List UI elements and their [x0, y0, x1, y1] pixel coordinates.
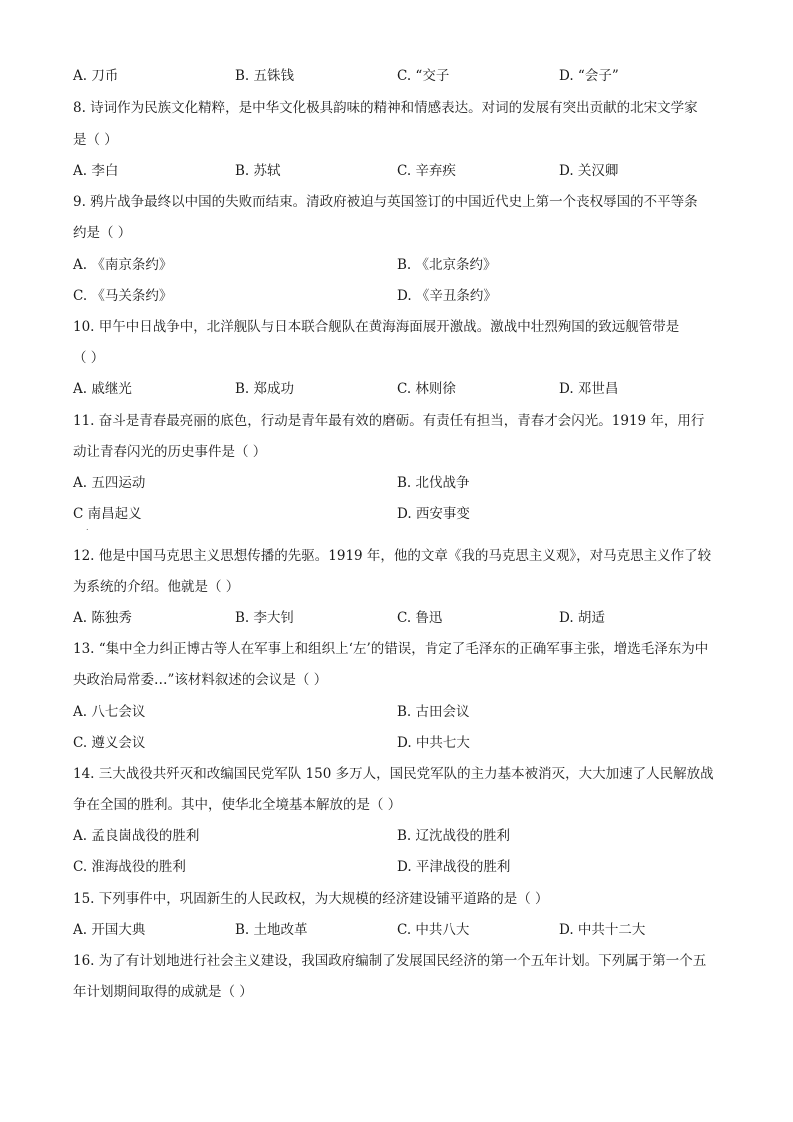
q14-option-c: C. 淮海战役的胜利 — [73, 859, 186, 875]
q13-stem-line2: 央政治局常委…”该材料叙述的会议是（ ） — [73, 672, 328, 688]
q10-option-d: D. 邓世昌 — [559, 381, 619, 397]
q15-option-b: B. 土地改革 — [235, 922, 308, 938]
q11-option-d: D. 西安事变 — [397, 506, 470, 522]
q13-stem-line1: 13. “集中全力纠正博古等人在军事上和组织上‘左’的错误，肯定了毛泽东的正确军事主张，增选毛泽东为中 — [73, 641, 709, 657]
q10-stem-line2: （ ） — [73, 350, 105, 366]
q16-stem-line2: 年计划期间取得的成就是（ ） — [73, 984, 253, 1000]
q9-option-b: B. 《北京条约》 — [397, 257, 497, 273]
q9-stem-line2: 约是（ ） — [73, 225, 132, 241]
q8-stem-line2: 是（ ） — [73, 132, 118, 148]
q15-stem-line1: 15. 下列事件中，巩固新生的人民政权，为大规模的经济建设铺平道路的是（ ） — [73, 891, 549, 907]
q14-option-a: A. 孟良崮战役的胜利 — [73, 828, 200, 844]
q11-option-a: A. 五四运动 — [73, 475, 146, 491]
q8-stem-line1: 8. 诗词作为民族文化精粹，是中华文化极具韵味的精神和情感表达。对词的发展有突出贡献的北宋文学家 — [73, 100, 698, 116]
q13-option-d: D. 中共七大 — [397, 735, 470, 751]
q9-option-a: A. 《南京条约》 — [73, 257, 173, 273]
q13-option-c: C. 遵义会议 — [73, 735, 146, 751]
q8-option-c: C. 辛弃疾 — [397, 163, 456, 179]
q15-option-a: A. 开国大典 — [73, 922, 146, 938]
q7-option-d: D. “会子” — [559, 68, 619, 84]
q12-option-b: B. 李大钊 — [235, 610, 295, 626]
q15-option-c: C. 中共八大 — [397, 922, 470, 938]
q7-option-a: A. 刀币 — [73, 68, 119, 84]
q8-option-a: A. 李白 — [73, 163, 119, 179]
q13-option-b: B. 古田会议 — [397, 704, 470, 720]
q10-option-b: B. 郑成功 — [235, 381, 295, 397]
q14-option-d: D. 平津战役的胜利 — [397, 859, 511, 875]
q7-option-c: C. “交子 — [397, 68, 450, 84]
q11-stem-line1: 11. 奋斗是青春最亮丽的底色，行动是青年最有效的磨砺。有责任有担当，青春才会闪光。1919 年，用行 — [73, 413, 705, 429]
q7-option-b: B. 五铢钱 — [235, 68, 295, 84]
q9-stem-line1: 9. 鸦片战争最终以中国的失败而结束。清政府被迫与英国签订的中国近代史上第一个丧权辱国的不平等条 — [73, 194, 698, 210]
q12-option-c: C. 鲁迅 — [397, 610, 443, 626]
q14-stem-line1: 14. 三大战役共歼灭和改编国民党军队 150 多万人，国民党军队的主力基本被消灭，大大加速了人民解放战 — [73, 766, 714, 782]
q9-option-d: D. 《辛丑条约》 — [397, 288, 497, 304]
q12-stem-line2: 为系统的介绍。他就是（ ） — [73, 579, 240, 595]
q9-option-c: C. 《马关条约》 — [73, 288, 173, 304]
q10-stem-line1: 10. 甲午中日战争中，北洋舰队与日本联合舰队在黄海海面展开激战。激战中壮烈殉国的致远舰管带是 — [73, 319, 680, 335]
q12-stem-line1: 12. 他是中国马克思主义思想传播的先驱。1919 年，他的文章《我的马克思主义观》，对马克思主义作了较 — [73, 548, 712, 564]
q8-option-d: D. 关汉卿 — [559, 163, 619, 179]
q11-option-c: C 南昌起义 — [73, 506, 142, 522]
q13-option-a: A. 八七会议 — [73, 704, 146, 720]
q12-option-a: A. 陈独秀 — [73, 610, 132, 626]
q16-stem-line1: 16. 为了有计划地进行社会主义建设，我国政府编制了发展国民经济的第一个五年计划。下列属于第一个五 — [73, 953, 707, 969]
q8-option-b: B. 苏轼 — [235, 163, 281, 179]
q14-stem-line2: 争在全国的胜利。其中，使华北全境基本解放的是（ ） — [73, 797, 402, 813]
q10-option-c: C. 林则徐 — [397, 381, 456, 397]
q11-option-b: B. 北伐战争 — [397, 475, 470, 491]
q11-stem-line2: 动让青春闪光的历史事件是（ ） — [73, 444, 267, 460]
q14-option-b: B. 辽沈战役的胜利 — [397, 828, 511, 844]
q10-option-a: A. 戚继光 — [73, 381, 132, 397]
q15-option-d: D. 中共十二大 — [559, 922, 646, 938]
stray-mark: . — [86, 523, 89, 532]
q12-option-d: D. 胡适 — [559, 610, 605, 626]
